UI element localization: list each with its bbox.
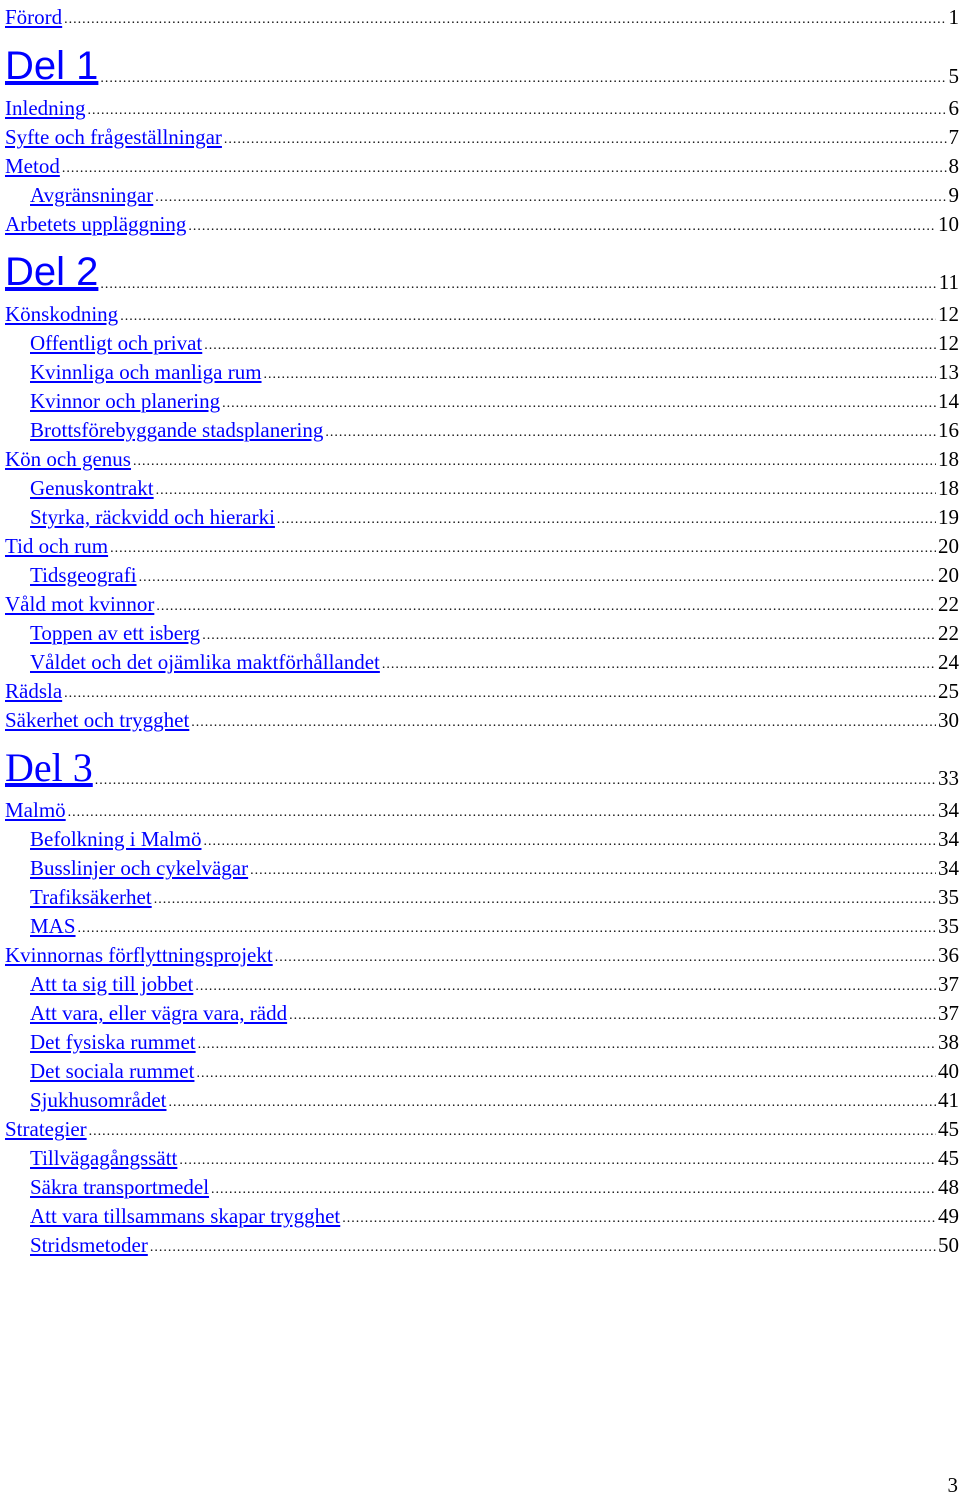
- toc-entry-page: 5: [948, 64, 959, 88]
- toc-entry-title[interactable]: Kvinnliga och manliga rum: [30, 360, 262, 384]
- toc-entry-title[interactable]: Säkerhet och trygghet: [5, 708, 190, 732]
- toc-entry-page: 50: [938, 1233, 959, 1257]
- toc-leader-dots: [156, 482, 936, 500]
- toc-leader-dots: [87, 102, 946, 120]
- toc-entry[interactable]: [5, 44, 959, 88]
- toc-entry-page: 41: [938, 1088, 959, 1112]
- toc-leader-dots: [169, 1094, 937, 1112]
- toc-entry-page: 19: [938, 505, 959, 529]
- toc-entry-title[interactable]: Våld mot kvinnor: [5, 592, 155, 616]
- toc-entry-page: 8: [948, 154, 959, 178]
- toc-entry-page: 34: [938, 798, 959, 822]
- toc-entry-page: 12: [938, 302, 959, 326]
- toc-entry-title[interactable]: Tidsgeografi: [30, 563, 137, 587]
- toc-entry[interactable]: [30, 413, 959, 442]
- toc-entry-page: 22: [938, 592, 959, 616]
- toc-entry[interactable]: [30, 996, 959, 1025]
- toc-leader-dots: [100, 70, 946, 88]
- toc-entry[interactable]: [5, 1112, 959, 1141]
- toc-leader-dots: [89, 1123, 936, 1141]
- toc-leader-dots: [133, 453, 936, 471]
- toc-entry-page: 7: [948, 125, 959, 149]
- toc-leader-dots: [224, 131, 947, 149]
- toc-leader-dots: [150, 1239, 936, 1257]
- toc-entry-title[interactable]: Syfte och frågeställningar: [5, 125, 222, 149]
- toc-entry-title[interactable]: Toppen av ett isberg: [30, 621, 201, 645]
- toc-entry-page: 12: [938, 331, 959, 355]
- toc-entry-page: 24: [938, 650, 959, 674]
- toc-entry-title[interactable]: Att vara tillsammans skapar trygghet: [30, 1204, 341, 1228]
- toc-entry[interactable]: [5, 297, 959, 326]
- toc-entry[interactable]: [30, 355, 959, 384]
- toc-entry-page: 37: [938, 972, 959, 996]
- toc-entry-title[interactable]: Tillvägagångssätt: [30, 1146, 178, 1170]
- toc-entry-title[interactable]: Del 3: [5, 745, 93, 790]
- toc-entry-page: 9: [948, 183, 959, 207]
- toc-entry[interactable]: [5, 120, 959, 149]
- toc-entry-page: 16: [938, 418, 959, 442]
- toc-entry[interactable]: [30, 326, 959, 355]
- toc-leader-dots: [211, 1181, 936, 1199]
- toc-entry-title[interactable]: Genuskontrakt: [30, 476, 154, 500]
- toc-entry[interactable]: [5, 587, 959, 616]
- toc-leader-dots: [64, 11, 946, 29]
- toc-entry-title[interactable]: Offentligt och privat: [30, 331, 203, 355]
- toc-leader-dots: [222, 395, 936, 413]
- toc-entry-title[interactable]: Strategier: [5, 1117, 87, 1141]
- toc-leader-dots: [62, 160, 947, 178]
- toc-leader-dots: [250, 862, 936, 880]
- toc-leader-dots: [289, 1007, 936, 1025]
- toc-entry[interactable]: [30, 558, 959, 587]
- toc-entry-title[interactable]: Förord: [5, 5, 63, 29]
- toc-entry-page: 20: [938, 563, 959, 587]
- toc-entry-title[interactable]: Arbetets uppläggning: [5, 212, 187, 236]
- toc-leader-dots: [110, 540, 936, 558]
- toc-entry[interactable]: [30, 909, 959, 938]
- toc-entry-title[interactable]: Inledning: [5, 96, 86, 120]
- toc-entry-page: 40: [938, 1059, 959, 1083]
- toc-entry[interactable]: [30, 471, 959, 500]
- toc-entry-title[interactable]: Det fysiska rummet: [30, 1030, 196, 1054]
- toc-entry-title[interactable]: Tid och rum: [5, 534, 109, 558]
- toc-entry-page: 22: [938, 621, 959, 645]
- toc-leader-dots: [204, 337, 936, 355]
- toc-entry-title[interactable]: Busslinjer och cykelvägar: [30, 856, 249, 880]
- toc-entry[interactable]: [30, 822, 959, 851]
- toc-leader-dots: [382, 656, 936, 674]
- toc-entry-title[interactable]: Kvinnor och planering: [30, 389, 221, 413]
- toc-entry-page: 49: [938, 1204, 959, 1228]
- toc-entry[interactable]: [5, 91, 959, 120]
- toc-entry[interactable]: [30, 178, 959, 207]
- toc-entry[interactable]: [5, 529, 959, 558]
- toc-entry-page: 45: [938, 1146, 959, 1170]
- toc-entry[interactable]: [30, 1083, 959, 1112]
- toc-entry-page: 18: [938, 476, 959, 500]
- toc-leader-dots: [64, 685, 936, 703]
- toc-entry-page: 48: [938, 1175, 959, 1199]
- toc-entry-page: 34: [938, 856, 959, 880]
- toc-leader-dots: [68, 804, 936, 822]
- toc-leader-dots: [120, 308, 936, 326]
- toc-entry-title[interactable]: Sjukhusområdet: [30, 1088, 167, 1112]
- toc-entry-page: 34: [938, 827, 959, 851]
- toc-leader-dots: [188, 218, 936, 236]
- toc-leader-dots: [195, 978, 936, 996]
- toc-entry[interactable]: [30, 1228, 959, 1257]
- toc-leader-dots: [191, 714, 936, 732]
- toc-entry-title[interactable]: Rädsla: [5, 679, 63, 703]
- toc-entry-title[interactable]: Del 1: [5, 44, 99, 88]
- toc-entry-title[interactable]: Brottsförebyggande stadsplanering: [30, 418, 324, 442]
- toc-entry-page: 38: [938, 1030, 959, 1054]
- toc-entry-page: 45: [938, 1117, 959, 1141]
- toc-entry[interactable]: [5, 703, 959, 732]
- toc-entry[interactable]: [30, 967, 959, 996]
- toc-leader-dots: [156, 598, 936, 616]
- toc-entry-title[interactable]: Säkra transportmedel: [30, 1175, 210, 1199]
- toc-entry-title[interactable]: Könskodning: [5, 302, 119, 326]
- toc-entry-title[interactable]: Våldet och det ojämlika maktförhållandet: [30, 650, 380, 674]
- toc-leader-dots: [179, 1152, 936, 1170]
- toc-entry[interactable]: [5, 207, 959, 236]
- toc-leader-dots: [325, 424, 936, 442]
- toc-leader-dots: [155, 189, 946, 207]
- toc-entry-title[interactable]: Styrka, räckvidd och hierarki: [30, 505, 275, 529]
- toc-leader-dots: [277, 511, 936, 529]
- toc-entry-title[interactable]: Avgränsningar: [30, 183, 154, 207]
- toc-entry[interactable]: [30, 851, 959, 880]
- toc-entry[interactable]: [5, 674, 959, 703]
- toc-entry-title[interactable]: Trafiksäkerhet: [30, 885, 152, 909]
- toc-entry-title[interactable]: Befolkning i Malmö: [30, 827, 202, 851]
- toc-entry-page: 35: [938, 885, 959, 909]
- toc-entry-title[interactable]: Att vara, eller vägra vara, rädd: [30, 1001, 288, 1025]
- toc-entry-page: 20: [938, 534, 959, 558]
- toc-leader-dots: [342, 1210, 936, 1228]
- toc-entry[interactable]: [5, 793, 959, 822]
- toc-leader-dots: [198, 1036, 936, 1054]
- toc-entry[interactable]: [5, 0, 959, 29]
- toc-entry[interactable]: [5, 938, 959, 967]
- toc-leader-dots: [196, 1065, 936, 1083]
- toc-entry-page: 13: [938, 360, 959, 384]
- toc-entry[interactable]: [30, 500, 959, 529]
- toc-entry-page: 11: [938, 270, 959, 294]
- toc-leader-dots: [204, 833, 937, 851]
- toc-entry-title[interactable]: Det sociala rummet: [30, 1059, 195, 1083]
- toc-leader-dots: [154, 891, 936, 909]
- toc-entry[interactable]: [30, 880, 959, 909]
- toc-entry-title[interactable]: Kvinnornas förflyttningsprojekt: [5, 943, 273, 967]
- toc-entry-title[interactable]: MAS: [30, 914, 76, 938]
- toc-entry-page: 10: [938, 212, 959, 236]
- toc-entry[interactable]: [5, 442, 959, 471]
- toc-entry[interactable]: [30, 384, 959, 413]
- toc-entry-title[interactable]: Del 2: [5, 250, 99, 294]
- toc-entry-page: 14: [938, 389, 959, 413]
- toc-entry-page: 36: [938, 943, 959, 967]
- toc-entry[interactable]: [30, 1170, 959, 1199]
- toc-entry[interactable]: [30, 1199, 959, 1228]
- toc-leader-dots: [275, 949, 936, 967]
- toc-entry-title[interactable]: Stridsmetoder: [30, 1233, 148, 1257]
- toc-entry-page: 37: [938, 1001, 959, 1025]
- toc-entry[interactable]: [5, 250, 959, 294]
- toc-entry[interactable]: [30, 1141, 959, 1170]
- toc-entry-title[interactable]: Att ta sig till jobbet: [30, 972, 194, 996]
- toc-entry[interactable]: [5, 149, 959, 178]
- toc-leader-dots: [78, 920, 936, 938]
- toc-entry[interactable]: [5, 746, 959, 790]
- toc-entry-page: 18: [938, 447, 959, 471]
- toc-leader-dots: [202, 627, 936, 645]
- footer-page-number: 3: [947, 1473, 958, 1497]
- toc-leader-dots: [139, 569, 936, 587]
- toc-leader-dots: [95, 772, 936, 790]
- toc-entry-title[interactable]: Metod: [5, 154, 60, 178]
- toc-entry-page: 25: [938, 679, 959, 703]
- toc-entry[interactable]: [30, 1025, 959, 1054]
- toc-entry-page: 35: [938, 914, 959, 938]
- toc-leader-dots: [100, 276, 936, 294]
- toc-leader-dots: [264, 366, 936, 384]
- toc-entry-page: 30: [938, 708, 959, 732]
- toc-entry-title[interactable]: Malmö: [5, 798, 66, 822]
- toc-entry-page: 1: [948, 5, 959, 29]
- toc-entry-page: 33: [938, 766, 959, 790]
- toc-entry-page: 6: [948, 96, 959, 120]
- toc-entry[interactable]: [30, 616, 959, 645]
- toc-entry-title[interactable]: Kön och genus: [5, 447, 131, 471]
- toc-entry[interactable]: [30, 1054, 959, 1083]
- toc-entry[interactable]: [30, 645, 959, 674]
